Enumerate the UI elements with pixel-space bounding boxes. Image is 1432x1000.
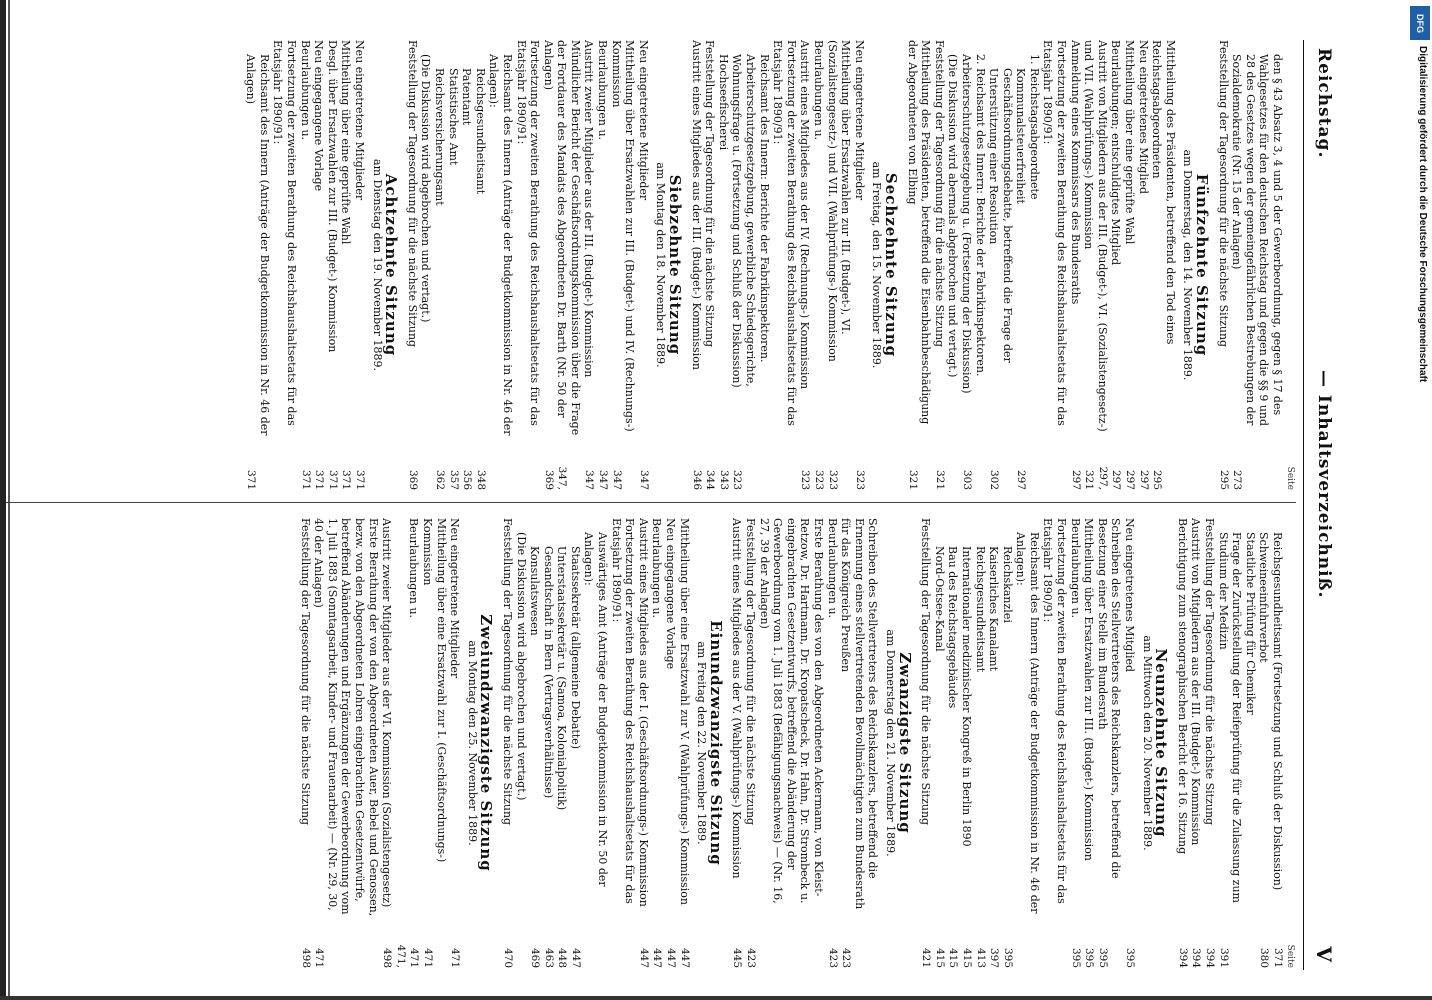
entry-text: Mittheilung über Ersatzwahlen zur III. (Budget-) und IV. (Rechnungs-) Kommission bbox=[609, 40, 637, 432]
entry-text: Beurlaubungen u. bbox=[298, 40, 312, 141]
index-entry bbox=[1041, 518, 1068, 968]
entry-page: 447 bbox=[637, 947, 650, 968]
index-entry bbox=[1014, 518, 1041, 968]
entry-page: 391 bbox=[1217, 947, 1230, 968]
index-entry bbox=[932, 40, 946, 490]
page-number: V bbox=[1312, 946, 1336, 962]
index-entry bbox=[987, 518, 1001, 968]
entry-text: den § 43 Absatz 3, 4 und 5 der Gewerbeordnung, gegen § 17 des Wahlgesetzes für den deutschen Reichstag und gegen die §§ 9 und 28 des Gesetzes wegen der gemeingefährlichen Bestrebungen der Sozialdemokratie (Nr. 15 der Anlagen) bbox=[1230, 54, 1284, 427]
session-title: Einundzwanzigste Sitzung bbox=[706, 620, 725, 866]
entry-text: Feststellung der Tagesordnung für die nächste Sitzung bbox=[932, 40, 946, 348]
entry-page: 347 bbox=[597, 469, 610, 490]
entry-text: Internationaler medizinischer Kongreß in Berlin 1890 bbox=[959, 546, 973, 847]
index-entry bbox=[528, 518, 542, 968]
index-entry bbox=[1068, 518, 1082, 968]
index-entry bbox=[1014, 40, 1028, 490]
entry-text: Reichsamt des Innern: Berichte der Fabrikinspektoren. Arbeiterschutzgesetzgebung, gewerbliche Schiedsgerichte, Wohnungsfrage u. (Fortsetzung und Schluß der Diskussion) bbox=[730, 54, 771, 388]
seite-label: Seite bbox=[1285, 944, 1295, 968]
entry-text: Reichsamt des Innern (Anträge der Budgetkommission in Nr. 46 der Anlagen): bbox=[1014, 532, 1041, 914]
entry-text: Desgl. über Ersatzwahlen zur III. (Budget-) Kommission bbox=[325, 40, 339, 353]
entry-text: Austritt eines Mitgliedes aus der V. (Wahlprüfungs-) Kommission bbox=[730, 518, 744, 879]
entry-text: Neu eingetretenes Mitglied bbox=[1123, 518, 1137, 673]
entry-page: 395 bbox=[1124, 947, 1137, 968]
entry-text: Mittheilung des Präsidenten, betreffend die Eisenbahnbeschädigung der Abgeordneten von Elbing bbox=[905, 40, 933, 425]
entry-page: 394 bbox=[1204, 947, 1217, 968]
session-title: Zwanzigste Sitzung bbox=[895, 652, 914, 834]
index-entry bbox=[1082, 40, 1109, 490]
session-date: am Donnerstag, den 14. November 1889. bbox=[1181, 149, 1195, 381]
entry-text: Reichsamt des Innern (Anträge der Budgetkommission in Nr. 46 der Anlagen) bbox=[244, 54, 271, 436]
index-entry bbox=[1150, 40, 1177, 490]
header-title: — Inhaltsverzeichniß. bbox=[1314, 370, 1334, 599]
index-entry bbox=[650, 518, 664, 968]
entry-page: 371 bbox=[245, 469, 258, 490]
entry-page: 297 bbox=[1137, 469, 1150, 490]
entry-text: Reichsgesundheitsamt bbox=[473, 68, 487, 195]
entry-text: Berichtigung zum stenographischen Bericht der 16. Sitzung bbox=[1175, 518, 1189, 855]
index-entry bbox=[325, 40, 339, 490]
entry-page: 295 bbox=[1217, 469, 1230, 490]
entry-text: Mittheilung über eine geprüfte Wahl bbox=[1123, 40, 1137, 245]
index-entry bbox=[1136, 40, 1150, 490]
entry-page: 415 bbox=[933, 947, 946, 968]
rotated-index-page bbox=[0, 40, 1340, 970]
entry-text: Austritt von Mitgliedern aus der III. (Budget-) Kommission bbox=[1189, 518, 1203, 846]
entry-text: Gesandtschaft in Bern (Vertragsverhältnisse) bbox=[541, 546, 555, 799]
index-entry bbox=[636, 40, 650, 490]
entry-text: Geschäftsordnungsdebatte, betreffend die Frage der Unterstützung einer Resolution bbox=[987, 68, 1014, 363]
entry-text: Kommunalsteuerfreiheit bbox=[1014, 68, 1028, 204]
entry-page: 395 bbox=[1096, 947, 1109, 968]
index-entry bbox=[919, 518, 933, 968]
column-divider bbox=[6, 502, 1296, 503]
index-entry bbox=[609, 518, 636, 968]
entry-text: Austritt eines Mitgliedes aus der IV. (Rechnungs-) Kommission bbox=[798, 40, 812, 390]
entry-page: 323 bbox=[731, 469, 744, 490]
session-title: Fünfzehnte Sitzung bbox=[1193, 173, 1212, 357]
entry-text: Austritt eines Mitgliedes aus der III. (Budget-) Kommission bbox=[689, 40, 703, 370]
entry-text: Reichsversicherungsamt bbox=[432, 68, 446, 206]
index-entry bbox=[1122, 40, 1136, 490]
entry-page: 371 bbox=[354, 469, 366, 490]
entry-page: 369 bbox=[406, 469, 419, 490]
index-entry bbox=[811, 40, 825, 490]
index-entry bbox=[473, 40, 487, 490]
entry-page: 297, 321 bbox=[1083, 466, 1109, 490]
index-entry bbox=[716, 40, 730, 490]
session-title: Siebzehnte Sitzung bbox=[666, 174, 685, 356]
index-entry bbox=[1216, 518, 1243, 968]
index-entry bbox=[825, 40, 852, 490]
entry-text: Statistisches Amt bbox=[446, 68, 460, 166]
index-entry bbox=[271, 40, 298, 490]
entry-text: Reichskanzlei bbox=[1000, 546, 1014, 623]
entry-text: Schreiben des Stellvertreters des Reichskanzlers, betreffend die Ernennung eines stellvertretenden Bevollmächtigten zum Bundesrath für das Königreich Preußen bbox=[839, 518, 880, 910]
index-entry bbox=[743, 518, 757, 968]
entry-text: Hochseefischerei bbox=[716, 54, 730, 151]
entry-page: 394 bbox=[1190, 947, 1203, 968]
entry-text: Unterstaatssekretär u. (Samoa, Kolonialpolitik) bbox=[555, 546, 569, 811]
header-reichstag: Reichstag. bbox=[1314, 48, 1334, 159]
entry-page: 380 bbox=[1258, 947, 1271, 968]
index-entry bbox=[298, 518, 312, 968]
entry-text: Feststellung der Tagesordnung für die nächste Sitzung bbox=[1216, 40, 1230, 348]
index-entry bbox=[1216, 40, 1230, 490]
entry-text: Auswärtiges Amt (Anträge der Budgetkommission in Nr. 50 der Anlagen): bbox=[582, 532, 610, 887]
index-entry bbox=[500, 518, 514, 968]
entry-text: Feststellung der Tagesordnung für die nächste Sitzung bbox=[405, 40, 419, 348]
page-header bbox=[1303, 40, 1340, 970]
index-entry bbox=[419, 40, 433, 490]
index-entry bbox=[730, 518, 744, 968]
session-date: am Montag den 25. November 1889. bbox=[465, 640, 479, 846]
entry-text: Mittheilung des Präsidenten, betreffend den Tod eines Reichstagsabgeordneten bbox=[1150, 40, 1177, 345]
entry-text: Mittheilung über eine Ersatzwahl zur V. (Wahlprüfungs-) Kommission bbox=[677, 518, 691, 905]
entry-text: Reichsamt des Innern (Anträge der Budgetkommission in Nr. 46 der Anlagen): bbox=[487, 54, 514, 436]
entry-page: 347, 369 bbox=[542, 466, 569, 490]
entry-text: Neu eingetretene Mitglieder bbox=[636, 40, 650, 201]
entry-page: 394 bbox=[1176, 947, 1189, 968]
index-entry bbox=[1243, 518, 1257, 968]
session-date: am Donnerstag den 21. November 1889. bbox=[883, 629, 897, 857]
index-entry bbox=[1230, 40, 1284, 490]
index-entry bbox=[1122, 518, 1136, 968]
entry-text: Konsulatswesen bbox=[528, 546, 542, 636]
index-entry bbox=[582, 518, 609, 968]
entry-text: Feststellung der Tagesordnung für die nächste Sitzung bbox=[919, 518, 933, 826]
index-entry bbox=[514, 40, 541, 490]
entry-text: Mittheilung über eine geprüfte Wahl bbox=[339, 40, 353, 245]
entry-text: Feststellung der Tagesordnung für die nächste Sitzung bbox=[500, 518, 514, 826]
index-entry bbox=[932, 518, 946, 968]
session-title: Achtzehnte Sitzung bbox=[382, 173, 401, 357]
dfg-logo: DFG bbox=[1410, 6, 1430, 40]
entry-page: 346 bbox=[690, 469, 703, 490]
index-entry bbox=[959, 518, 973, 968]
entry-text: Frage der Zurückstellung der Reifeprüfung für die Zulassung zum Studium der Medizin bbox=[1216, 532, 1244, 903]
session-date: am Dienstag den 19. November 1889. bbox=[370, 159, 384, 371]
entry-text: Mittheilung über Ersatzwahlen zur III. (Budget-), VI. (Sozialistengesetz-) und VII. (Wahlprüfungs-) Kommission bbox=[825, 40, 853, 362]
digitization-notice: Digitalisierung gefördert durch die Deutsche Forschungsgemeinschaft bbox=[1417, 46, 1428, 383]
index-entry bbox=[1270, 518, 1284, 968]
entry-page: 423 bbox=[840, 947, 853, 968]
entry-text: Fortsetzung der zweiten Berathung des Reichshaushaltsetats für das Etatsjahr 1890/91: bbox=[609, 518, 637, 904]
entry-text: Erste Berathung der von den Abgeordneten Auer, Bebel und Genossen, bezw. von den Abgeordneten Lohren eingebrachten Gesetzentwürfe, betreffend Abänderungen und Ergänzungen der Gewerbeordnung vom 1. Juli 1883 (Sonntagsarbeit, Kinder- und Frauenarbeit) — (Nr. 29, 30, 40 der Anlagen) bbox=[312, 518, 380, 917]
index-entry bbox=[959, 40, 986, 490]
entry-text: Beurlaubungen u. bbox=[1068, 518, 1082, 619]
entry-text: Neu eingetretene Mitglieder bbox=[353, 40, 366, 201]
entry-page: 323 bbox=[813, 469, 825, 490]
entry-page: 297 bbox=[1015, 469, 1028, 490]
index-entry bbox=[609, 40, 636, 490]
entry-text: Fortsetzung der zweiten Berathung des Reichshaushaltsetats für das Etatsjahr 1890/91: bbox=[771, 40, 798, 426]
entry-page: 323 bbox=[826, 469, 839, 490]
entry-text: Neu eingegangene Vorlage bbox=[664, 518, 678, 670]
index-entry bbox=[1000, 518, 1014, 968]
entry-page: 344 bbox=[704, 469, 717, 490]
index-entry bbox=[1041, 40, 1068, 490]
entry-page: 295 bbox=[1151, 469, 1164, 490]
entry-page: 415 bbox=[947, 947, 960, 968]
entry-page: 371 bbox=[326, 469, 339, 490]
entry-page: 447 bbox=[665, 947, 678, 968]
entry-text: Feststellung der Tagesordnung für die nächste Sitzung bbox=[1203, 518, 1217, 826]
entry-page: 470 bbox=[501, 947, 514, 968]
index-entry bbox=[1202, 518, 1216, 968]
entry-page: 362 bbox=[433, 469, 446, 490]
entry-page: 415 bbox=[960, 947, 973, 968]
index-entry bbox=[1068, 40, 1082, 490]
index-entry bbox=[689, 40, 703, 490]
entry-text: Anmeldung eines Kommissars des Bundesraths bbox=[1068, 40, 1082, 305]
index-entry bbox=[730, 40, 771, 490]
index-entry bbox=[405, 40, 419, 490]
entry-text: Bau des Reichstagsgebäudes bbox=[946, 546, 960, 709]
entry-text: Feststellung der Tagesordnung für die nächste Sitzung bbox=[703, 40, 717, 348]
index-entry bbox=[446, 40, 460, 490]
index-entry bbox=[1189, 518, 1203, 968]
entry-text: Staatliche Prüfung für Chemiker bbox=[1243, 532, 1257, 715]
entry-text: Neu eingegangene Vorlage bbox=[312, 40, 326, 192]
entry-text: Beurlaubungen u. bbox=[596, 40, 610, 141]
session-title: Zweiundzwanzigste Sitzung bbox=[477, 614, 496, 872]
entry-text: Mittheilung über Ersatzwahlen zur III. (Budget-) Kommission bbox=[1082, 518, 1096, 861]
entry-page: 413 bbox=[974, 947, 987, 968]
entry-page: 343 bbox=[717, 469, 730, 490]
index-entry bbox=[973, 518, 987, 968]
entry-text: Fortsetzung der zweiten Berathung des Reichshaushaltsetats für das Etatsjahr 1890/91: bbox=[514, 40, 542, 426]
index-entry bbox=[663, 518, 677, 968]
entry-text: Beurlaubungen u. bbox=[650, 518, 664, 619]
entry-text: Nord-Ostsee-Kanal bbox=[932, 546, 946, 652]
entry-text: Fortsetzung der zweiten Berathung des Reichshaushaltsetats für das Etatsjahr 1890/91: bbox=[271, 40, 299, 426]
index-entry bbox=[1109, 40, 1123, 490]
index-entry bbox=[825, 518, 839, 968]
entry-page: 273 bbox=[1231, 469, 1244, 490]
entry-page: 303 bbox=[960, 469, 973, 490]
entry-text: Patentamt bbox=[460, 68, 474, 126]
entry-text: Neu eingetretene Mitglieder bbox=[448, 518, 462, 679]
entry-text: Feststellung der Tagesordnung für die nächste Sitzung bbox=[744, 518, 758, 826]
entry-text: Beurlaubungen u. bbox=[407, 518, 421, 619]
entry-page: 357 bbox=[447, 469, 460, 490]
index-entry bbox=[987, 40, 1014, 490]
entry-page: 395 bbox=[1001, 947, 1014, 968]
index-entry bbox=[460, 40, 474, 490]
entry-page: 302 bbox=[988, 469, 1001, 490]
entry-text: 1. Reichstagsabgeordnete bbox=[1027, 54, 1041, 200]
index-entry bbox=[771, 40, 798, 490]
index-entry bbox=[798, 40, 812, 490]
entry-text: Beurlaubungen u. bbox=[825, 518, 839, 619]
index-entry bbox=[555, 518, 569, 968]
entry-text: 2. Reichsamt des Innern: Berichte der Fabrikinspektoren. Arbeiterschutzgesetzgebung u. (Fortsetzung der Diskussion) bbox=[959, 54, 987, 394]
entry-page: 471 bbox=[449, 947, 462, 968]
index-entry bbox=[448, 518, 462, 968]
entry-page: 471 bbox=[421, 947, 434, 968]
index-entry bbox=[407, 518, 421, 968]
index-entry bbox=[339, 40, 353, 490]
entry-text: Austritt zweier Mitglieder aus der III. (Budget-) Kommission bbox=[582, 40, 596, 378]
scan-edge-bottom bbox=[0, 996, 1432, 1000]
index-entry bbox=[1175, 518, 1189, 968]
entry-page: 423 bbox=[745, 947, 758, 968]
entry-page: 356 bbox=[461, 469, 474, 490]
seite-label: Seite bbox=[1285, 466, 1295, 490]
index-entry bbox=[839, 518, 880, 968]
entry-text: Feststellung der Tagesordnung für die nächste Sitzung bbox=[298, 518, 312, 826]
entry-text: Fortsetzung der zweiten Berathung des Reichshaushaltsetats für das Etatsjahr 1890/91: bbox=[1041, 518, 1069, 904]
entry-page: 371 bbox=[340, 469, 353, 490]
index-entry bbox=[946, 40, 960, 490]
entry-text: Reichsgesundheitsamt bbox=[973, 546, 987, 673]
entry-text: (Die Diskussion wird abgebrochen und vertagt.) bbox=[514, 532, 528, 801]
entry-text: (Die Diskussion wird abgebrochen und vertagt.) bbox=[419, 54, 433, 323]
session-date: am Freitag, den 15. November 1889. bbox=[870, 161, 884, 369]
entry-text: Beurlaubungen u. bbox=[812, 40, 825, 141]
entry-page: 321 bbox=[906, 469, 919, 490]
entry-text: Austritt von Mitgliedern aus der III. (Budget-), VI. (Sozialistengesetz-) und VII. (Wahlprüfungs-) Kommission bbox=[1082, 40, 1109, 432]
index-entry bbox=[757, 518, 825, 968]
index-entry bbox=[541, 40, 582, 490]
entry-text: Schweineeinfuhrverbot bbox=[1257, 532, 1271, 663]
entry-page: 323 bbox=[799, 469, 812, 490]
index-entry bbox=[852, 40, 866, 490]
entry-page: 447 bbox=[569, 947, 582, 968]
entry-page: 471 bbox=[313, 947, 326, 968]
entry-text: Mündlicher Bericht der Geschäftsordnungskommission über die Frage der Fortdauer des Mandats des Abgeordneten Dr. Barth (Nr. 50 der Anlagen) bbox=[541, 40, 582, 436]
index-entry bbox=[298, 40, 312, 490]
index-entry bbox=[514, 518, 528, 968]
index-entry bbox=[905, 40, 932, 490]
index-entry bbox=[541, 518, 555, 968]
index-entry bbox=[432, 40, 446, 490]
entry-page: 348 bbox=[474, 469, 487, 490]
entry-page: 371 bbox=[1272, 947, 1284, 968]
entry-page: 347 bbox=[637, 469, 650, 490]
entry-text: Reichsgesundheitsamt (Fortsetzung und Schluß der Diskussion) bbox=[1271, 532, 1284, 891]
entry-page: 447 bbox=[678, 947, 691, 968]
right-column bbox=[298, 518, 1296, 968]
entry-page: 445 bbox=[731, 947, 744, 968]
entry-page: 423 bbox=[826, 947, 839, 968]
index-entry bbox=[312, 518, 380, 968]
entry-page: 471, 498 bbox=[381, 944, 407, 968]
index-entry bbox=[312, 40, 326, 490]
session-date: am Freitag den 22. November 1889. bbox=[695, 641, 709, 845]
entry-text: Kaiserliches Kanalamt bbox=[987, 546, 1001, 671]
entry-page: 447 bbox=[651, 947, 664, 968]
entry-page: 448 bbox=[556, 947, 569, 968]
entry-page: 421 bbox=[920, 947, 933, 968]
index-entry bbox=[636, 518, 650, 968]
entry-page: 323 bbox=[853, 469, 866, 490]
entry-text: Austritt eines Mitgliedes aus der I. (Geschäftsordnungs-) Kommission bbox=[636, 518, 650, 907]
entry-page: 347 bbox=[583, 469, 596, 490]
index-entry bbox=[420, 518, 447, 968]
index-entry bbox=[596, 40, 610, 490]
entry-page: 395 bbox=[1083, 947, 1096, 968]
index-entry bbox=[568, 518, 582, 968]
index-entry bbox=[244, 40, 271, 490]
entry-page: 471 bbox=[408, 947, 421, 968]
left-column bbox=[244, 40, 1296, 490]
entry-page: 347 bbox=[610, 469, 623, 490]
entry-page: 397 bbox=[988, 947, 1001, 968]
entry-text: Staatssekretär (allgemeine Debatte) bbox=[568, 546, 582, 750]
index-entry bbox=[1257, 518, 1271, 968]
session-date: am Montag den 18. November 1889. bbox=[654, 162, 668, 368]
entry-page: 321 bbox=[933, 469, 946, 490]
index-entry bbox=[703, 40, 717, 490]
entry-text: Austritt zweier Mitglieder aus der VI. Kommission (Sozialistengesetz) bbox=[380, 518, 394, 908]
index-entry bbox=[677, 518, 691, 968]
entry-text: Fortsetzung der zweiten Berathung des Reichshaushaltsetats für das Etatsjahr 1890/91: bbox=[1041, 40, 1069, 426]
entry-text: Schreiben des Stellvertreters des Reichskanzlers, betreffend die Besetzung einer Stelle im Bundesrath bbox=[1095, 518, 1123, 879]
index-entry bbox=[1027, 40, 1041, 490]
entry-page: 498 bbox=[299, 947, 312, 968]
index-entry bbox=[380, 518, 407, 968]
entry-page: 297 bbox=[1124, 469, 1137, 490]
index-entry bbox=[946, 518, 960, 968]
entry-page: 371 bbox=[299, 469, 312, 490]
footer-strip bbox=[1406, 0, 1432, 1000]
index-entry bbox=[487, 40, 514, 490]
entry-text: Mittheilung über eine Ersatzwahl zur I. (Geschäftsordnungs-) Kommission bbox=[420, 518, 448, 863]
index-entry bbox=[352, 40, 366, 490]
entry-page: 371 bbox=[313, 469, 326, 490]
session-date: am Mittwoch den 20. November 1889. bbox=[1140, 635, 1154, 851]
entry-page: 463 bbox=[542, 947, 555, 968]
entry-text: Neu eingetretene Mitglieder bbox=[852, 40, 866, 201]
entry-text: Beurlaubungen; entschuldigtes Mitglied bbox=[1109, 40, 1123, 266]
index-entry bbox=[1082, 518, 1096, 968]
index-entry bbox=[582, 40, 596, 490]
entry-text: (Die Diskussion wird abermals abgebrochen und vertagt.) bbox=[946, 54, 960, 378]
index-entry bbox=[1095, 518, 1122, 968]
entry-text: Neu eingetretenes Mitglied bbox=[1136, 40, 1150, 195]
entry-page: 297 bbox=[1069, 469, 1082, 490]
session-title: Neunzehnte Sitzung bbox=[1152, 648, 1171, 838]
entry-page: 469 bbox=[529, 947, 542, 968]
session-title: Sechzehnte Sitzung bbox=[881, 172, 900, 358]
entry-page: 395 bbox=[1069, 947, 1082, 968]
entry-page: 297 bbox=[1110, 469, 1123, 490]
entry-text: Erste Berathung des von den Abgeordneten Ackermann, von Kleist-Retzow, Dr. Hartmann, Dr. Kropatscheck, Dr. Hahn, Dr. Strombeck u. eingebrachten Gesetzentwurfs, betreffend die Abänderung der Gewerbeordnung vom 1. Juli 1883 (Befähigungsnachweis) — (Nr. 16, 27, 39 der Anlagen) bbox=[757, 518, 825, 904]
